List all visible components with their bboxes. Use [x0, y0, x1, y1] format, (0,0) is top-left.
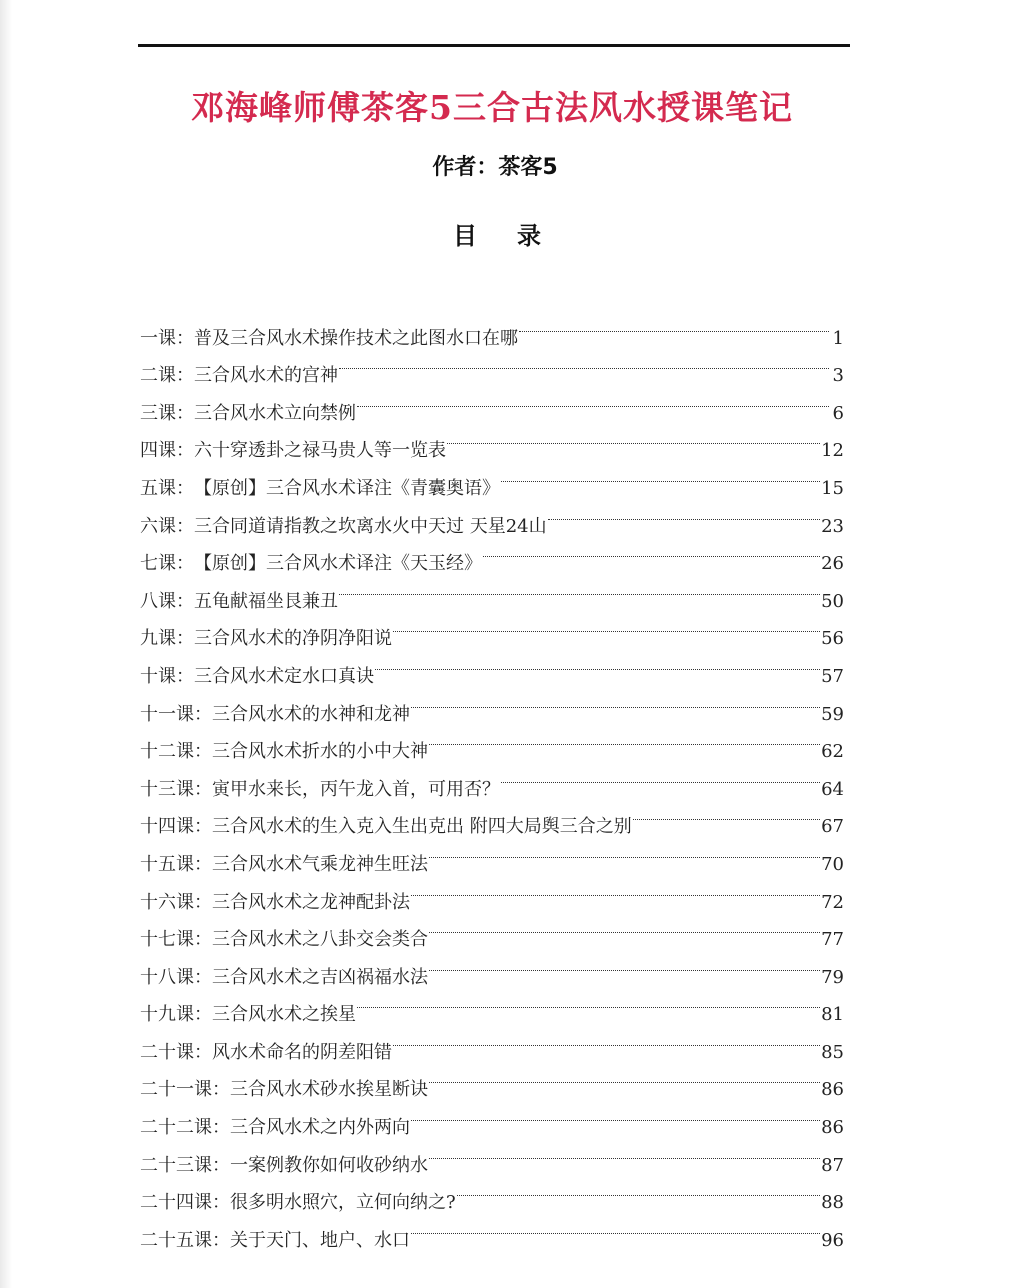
toc-entry-leader-dots [411, 1208, 820, 1246]
toc-entry-lesson-label: 二课： [140, 365, 194, 387]
toc-entry-page-number: 88 [821, 1192, 844, 1214]
toc-entry-page-number: 86 [821, 1079, 844, 1101]
toc-entry-page-number: 85 [821, 1041, 844, 1063]
toc-entry-lesson-label: 十一课： [140, 703, 212, 725]
toc-entry-page-number: 57 [821, 665, 844, 687]
toc-entry-leader-dots [429, 1133, 820, 1171]
toc-entry-lesson-label: 二十课： [140, 1041, 212, 1063]
toc-entry-lesson-label: 六课： [140, 515, 194, 537]
toc-entry-lesson-label: 二十一课： [140, 1079, 230, 1101]
toc-entry-leader-dots [429, 832, 820, 870]
toc-entry-title: 普及三合风水术操作技术之此图水口在哪 [194, 327, 518, 349]
toc-entry-leader-dots [393, 1020, 820, 1058]
toc-entry-leader-dots [411, 870, 820, 908]
toc-entry-lesson-label: 十七课： [140, 929, 212, 951]
toc-entry-title: 风水术命名的阴差阳错 [212, 1041, 392, 1063]
toc-heading: 目录 [453, 222, 581, 250]
toc-entry-leader-dots [429, 720, 820, 758]
toc-entry-title: 五龟献福坐艮兼丑 [194, 590, 338, 612]
toc-entry-lesson-label: 二十四课： [140, 1192, 230, 1214]
toc-entry-title: 三合风水术的净阴净阳说 [194, 628, 392, 650]
page-edge-shadow [0, 0, 12, 1288]
toc-entry-leader-dots [457, 1171, 820, 1209]
toc-entry-page-number: 67 [821, 816, 844, 838]
toc-entry-title: 三合风水术之内外两向 [230, 1117, 410, 1139]
toc-entry-lesson-label: 五课： [140, 477, 194, 499]
toc-entry-page-number: 62 [821, 741, 844, 763]
toc-entry-leader-dots [548, 494, 820, 532]
toc-entry-leader-dots [375, 644, 820, 682]
toc-entry-leader-dots [357, 983, 820, 1021]
toc-entry-page-number: 79 [821, 966, 844, 988]
toc-entry-title: 很多明水照穴，立何向纳之? [230, 1192, 456, 1214]
toc-entry-leader-dots [519, 306, 829, 344]
toc-entry-leader-dots [411, 1095, 820, 1133]
toc-entry-title: 三合风水术气乘龙神生旺法 [212, 853, 428, 875]
toc-entry-page-number: 12 [821, 440, 844, 462]
toc-entry-page-number: 81 [821, 1004, 844, 1026]
toc-entry-title: 【原创】三合风水术译注《青囊奥语》 [194, 477, 500, 499]
toc-entry-leader-dots [429, 908, 820, 946]
toc-entry-title: 三合风水术砂水挨星断诀 [230, 1079, 428, 1101]
toc-entry-lesson-label: 二十二课： [140, 1117, 230, 1139]
toc-entry-lesson-label: 十九课： [140, 1004, 212, 1026]
toc-entry-page-number: 86 [821, 1117, 844, 1139]
toc-entry-leader-dots [633, 795, 820, 833]
toc-entry-page-number: 96 [821, 1229, 844, 1251]
toc-entry-lesson-label: 二十三课： [140, 1154, 230, 1176]
toc-entry-leader-dots [429, 1058, 820, 1096]
toc-entry-title: 三合风水术的水神和龙神 [212, 703, 410, 725]
toc-entry-title: 六十穿透卦之禄马贵人等一览表 [194, 440, 446, 462]
toc-entry-lesson-label: 十课： [140, 665, 194, 687]
toc-entry-page-number: 59 [821, 703, 844, 725]
toc-entry-title: 三合风水术立向禁例 [194, 402, 356, 424]
toc-entry-lesson-label: 十二课： [140, 741, 212, 763]
toc-entry-lesson-label: 十八课： [140, 966, 212, 988]
toc-entry-page-number: 6 [832, 402, 844, 424]
toc-entry-page-number: 64 [821, 778, 844, 800]
toc-entry-leader-dots [411, 682, 820, 720]
toc-entry-leader-dots [339, 569, 820, 607]
toc-entry-lesson-label: 二十五课： [140, 1229, 230, 1251]
document-title: 邓海峰师傅茶客5三合古法风水授课笔记 [191, 88, 793, 127]
toc-entry-leader-dots [429, 945, 820, 983]
toc-entry-leader-dots [501, 757, 820, 795]
toc-entry-title: 三合风水术之吉凶祸福水法 [212, 966, 428, 988]
toc-entry-leader-dots [357, 381, 829, 419]
toc-entry-page-number: 50 [821, 590, 844, 612]
toc-entry-lesson-label: 七课： [140, 553, 194, 575]
toc-entry-page-number: 3 [832, 365, 844, 387]
author-line: 作者：茶客5 [432, 155, 558, 180]
toc-entry-leader-dots [447, 419, 820, 457]
toc-entry-lesson-label: 一课： [140, 327, 194, 349]
toc-entry-page-number: 1 [832, 327, 844, 349]
toc-entry-lesson-label: 十三课： [140, 778, 212, 800]
toc-entry-lesson-label: 八课： [140, 590, 194, 612]
toc-entry-leader-dots [339, 344, 829, 382]
toc-entry-lesson-label: 四课： [140, 440, 194, 462]
toc-entry-title: 关于天门、地户、水口 [230, 1229, 410, 1251]
toc-entry-page-number: 26 [821, 553, 844, 575]
toc-entry-title: 三合风水术之八卦交会类合 [212, 929, 428, 951]
toc-entry-page-number: 87 [821, 1154, 844, 1176]
toc-entry-page-number: 15 [821, 477, 844, 499]
toc-entry-page-number: 23 [821, 515, 844, 537]
toc-entry-title: 寅甲水来长，丙午龙入首，可用否？ [212, 778, 500, 800]
toc-entry[interactable] [140, 306, 844, 349]
toc-entry-leader-dots [393, 607, 820, 645]
toc-entry-lesson-label: 十四课： [140, 816, 212, 838]
toc-entry-title: 三合风水术之挨星 [212, 1004, 356, 1026]
toc-entry-title: 三合同道请指教之坎离水火中天过 天星24山 [194, 515, 547, 537]
header-rule [138, 44, 850, 47]
toc-entry-title: 三合风水术的宫神 [194, 365, 338, 387]
toc-entry-title: 三合风水术定水口真诀 [194, 665, 374, 687]
toc-entry-leader-dots [483, 532, 820, 570]
toc-entry-lesson-label: 九课： [140, 628, 194, 650]
toc-entry-page-number: 77 [821, 929, 844, 951]
toc-entry-title: 【原创】三合风水术译注《天玉经》 [194, 553, 482, 575]
toc-entry-page-number: 72 [821, 891, 844, 913]
table-of-contents [140, 306, 844, 1251]
toc-entry-page-number: 70 [821, 853, 844, 875]
toc-entry-page-number: 56 [821, 628, 844, 650]
toc-entry-lesson-label: 三课： [140, 402, 194, 424]
toc-entry-title: 三合风水术的生入克入生出克出 附四大局舆三合之别 [212, 816, 632, 838]
toc-entry-title: 三合风水术折水的小中大神 [212, 741, 428, 763]
toc-entry-title: 一案例教你如何收砂纳水 [230, 1154, 428, 1176]
toc-entry-lesson-label: 十五课： [140, 853, 212, 875]
toc-entry-leader-dots [501, 456, 820, 494]
toc-entry-title: 三合风水术之龙神配卦法 [212, 891, 410, 913]
toc-entry-lesson-label: 十六课： [140, 891, 212, 913]
